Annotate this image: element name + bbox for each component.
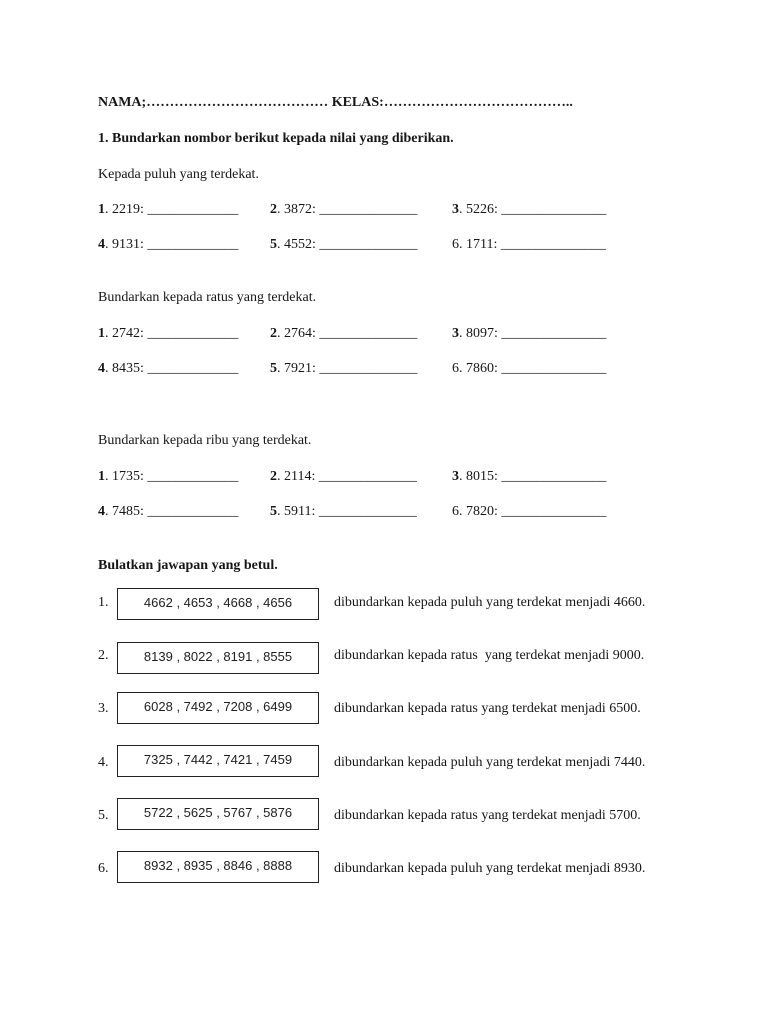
question-item xyxy=(270,201,417,219)
question-value: . 8097: xyxy=(459,326,502,341)
question-number: 5 xyxy=(270,361,277,376)
options-text: 8139 , 8022 , 8191 , 8555 xyxy=(143,649,293,664)
options-text: 6028 , 7492 , 7208 , 6499 xyxy=(143,699,293,714)
group-heading-ribu: Bundarkan kepada ribu yang terdekat. xyxy=(98,433,312,448)
answer-blank: _____________ xyxy=(147,202,239,217)
question-number: 3 xyxy=(452,469,459,484)
question-number: 3 xyxy=(452,326,459,341)
question-value: . 2742: xyxy=(105,326,148,341)
rounding-statement: dibundarkan kepada puluh yang terdekat menjadi 4660. xyxy=(334,595,646,610)
answer-blank: _______________ xyxy=(501,469,607,484)
answer-blank: _____________ xyxy=(147,326,239,341)
answer-blank: ______________ xyxy=(319,326,418,341)
question-value: . 4552: xyxy=(277,237,320,252)
question-number: 4 xyxy=(98,237,105,252)
answer-blank: _______________ xyxy=(501,361,607,376)
question-item xyxy=(270,325,417,343)
question-item xyxy=(98,236,238,254)
question-item xyxy=(270,468,417,486)
question-value: . 7860: xyxy=(459,361,502,376)
question-number: 4 xyxy=(98,361,105,376)
answer-blank: ______________ xyxy=(319,202,418,217)
name-class-header: NAMA;………………………………… KELAS:………………………………….. xyxy=(98,95,573,110)
part1-title: 1. Bundarkan nombor berikut kepada nilai yang diberikan. xyxy=(98,131,454,146)
rounding-statement: dibundarkan kepada puluh yang terdekat menjadi 8930. xyxy=(334,861,646,876)
question-value: . 8435: xyxy=(105,361,148,376)
question-number: 2 xyxy=(270,202,277,217)
question-number: 3 xyxy=(452,202,459,217)
options-text: 5722 , 5625 , 5767 , 5876 xyxy=(143,805,293,820)
question-item xyxy=(270,360,417,378)
answer-blank: ______________ xyxy=(318,504,417,519)
question-item xyxy=(270,236,417,254)
rounding-statement: dibundarkan kepada ratus yang terdekat menjadi 5700. xyxy=(334,808,641,823)
question-number: 6 xyxy=(452,361,459,376)
question-item xyxy=(452,468,606,486)
answer-blank: _______________ xyxy=(500,237,606,252)
group-heading-puluh: Kepada puluh yang terdekat. xyxy=(98,167,259,182)
options-box xyxy=(117,798,319,830)
question-value: . 2219: xyxy=(105,202,148,217)
question-number: 2 xyxy=(270,469,277,484)
question-value: . 8015: xyxy=(459,469,502,484)
answer-blank: ______________ xyxy=(318,469,417,484)
question-number: 6 xyxy=(452,504,459,519)
question-value: . 5226: xyxy=(459,202,502,217)
question-number: 1 xyxy=(98,326,105,341)
question-item xyxy=(98,468,238,486)
row-number: 3. xyxy=(98,701,109,716)
question-value: . 9131: xyxy=(105,237,148,252)
options-box xyxy=(117,642,319,674)
question-item xyxy=(452,236,606,254)
question-number: 4 xyxy=(98,504,105,519)
options-box xyxy=(117,745,319,777)
question-item xyxy=(98,360,238,378)
question-item xyxy=(452,325,606,343)
answer-blank: _____________ xyxy=(147,469,239,484)
question-value: . 7921: xyxy=(277,361,320,376)
question-value: . 3872: xyxy=(277,202,320,217)
group-heading-ratus: Bundarkan kepada ratus yang terdekat. xyxy=(98,290,317,305)
options-box xyxy=(117,851,319,883)
rounding-statement: dibundarkan kepada ratus yang terdekat menjadi 9000. xyxy=(334,648,645,663)
answer-blank: _______________ xyxy=(501,504,607,519)
part2-title: Bulatkan jawapan yang betul. xyxy=(98,558,278,573)
question-value: . 7820: xyxy=(459,504,502,519)
answer-blank: _____________ xyxy=(147,361,239,376)
question-item xyxy=(452,201,606,219)
question-number: 2 xyxy=(270,326,277,341)
question-item xyxy=(270,503,417,521)
question-number: 5 xyxy=(270,237,277,252)
question-value: . 5911: xyxy=(277,504,319,519)
row-number: 5. xyxy=(98,808,109,823)
question-number: 1 xyxy=(98,202,105,217)
question-value: . 1735: xyxy=(105,469,148,484)
rounding-statement: dibundarkan kepada puluh yang terdekat menjadi 7440. xyxy=(334,755,646,770)
answer-blank: _____________ xyxy=(147,504,239,519)
options-text: 8932 , 8935 , 8846 , 8888 xyxy=(143,858,293,873)
answer-blank: ______________ xyxy=(319,361,418,376)
row-number: 4. xyxy=(98,755,109,770)
question-item xyxy=(98,325,238,343)
rounding-statement: dibundarkan kepada ratus yang terdekat menjadi 6500. xyxy=(334,701,641,716)
question-item xyxy=(452,503,606,521)
question-number: 1 xyxy=(98,469,105,484)
question-value: . 2114: xyxy=(277,469,319,484)
row-number: 1. xyxy=(98,595,109,610)
question-number: 6 xyxy=(452,237,459,252)
answer-blank: _____________ xyxy=(147,237,239,252)
question-value: . 1711: xyxy=(459,237,501,252)
row-number: 2. xyxy=(98,648,109,663)
options-text: 7325 , 7442 , 7421 , 7459 xyxy=(143,752,293,767)
options-box xyxy=(117,692,319,724)
question-value: . 2764: xyxy=(277,326,320,341)
question-number: 5 xyxy=(270,504,277,519)
question-item xyxy=(98,503,238,521)
answer-blank: _______________ xyxy=(501,202,607,217)
options-box xyxy=(117,588,319,620)
row-number: 6. xyxy=(98,861,109,876)
answer-blank: _______________ xyxy=(501,326,607,341)
question-item xyxy=(98,201,238,219)
options-text: 4662 , 4653 , 4668 , 4656 xyxy=(143,595,293,610)
question-value: . 7485: xyxy=(105,504,148,519)
answer-blank: ______________ xyxy=(319,237,418,252)
question-item xyxy=(452,360,606,378)
